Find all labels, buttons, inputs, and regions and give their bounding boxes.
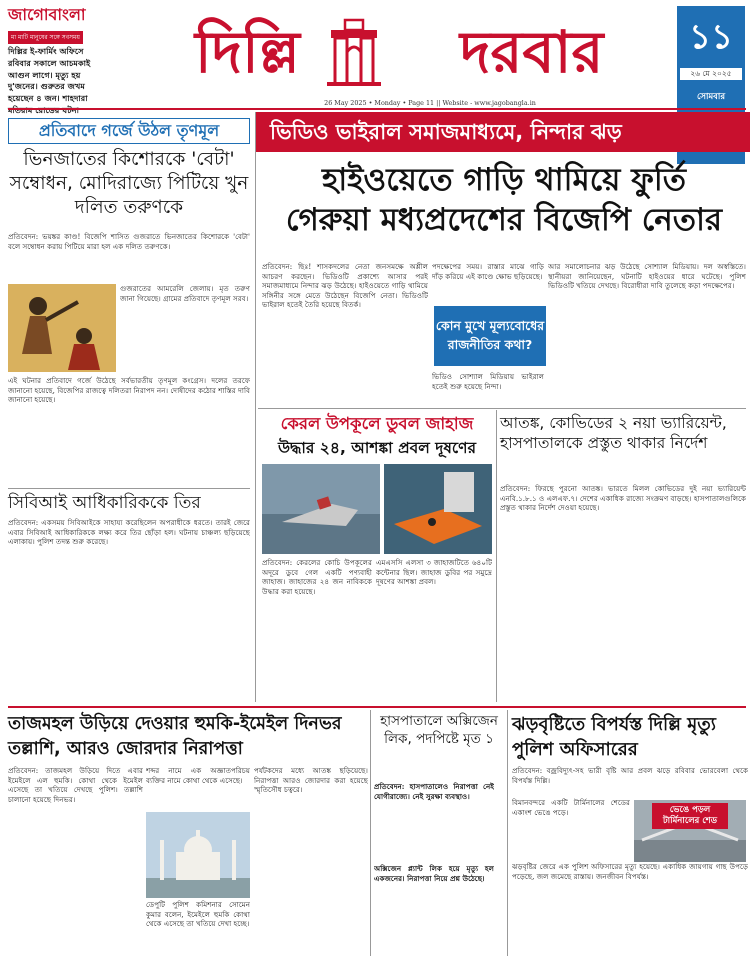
taj-headline: তাজমহল উড়িয়ে দেওয়ার হুমকি-ইমেইল দিনভর তল্লাশি, আরও জোরদার নিরাপত্তা [8,714,342,759]
storm-body: ঝড়বৃষ্টির জেরে এক পুলিশ অফিসারের মৃত্যু হয়েছে। একাধিক জায়গায় গাছ উপড়ে পড়েছে, জল জমেছে রাস্তায়। জনজীবন বিপর্যস্ত। [512,862,748,881]
hospital-body: প্রতিবেদন: হাসপাতালেও নিরাপত্তা নেই যোগীরাজ্যে। নেই সুরক্ষা ব্যবস্থাও। [374,782,494,801]
ship-body: প্রতিবেদন: কেরলের কোচি উপকূলের অদূরে ডুবে গেল একটি পণ্যবাহী জাহাজ। জাহাজের ২৪ জন নাবিককে উদ্ধার করা হয়েছে। [262,558,372,596]
lead-headline-line-1: হাইওয়েতে গাড়ি থামিয়ে ফুর্তি [322,162,686,198]
covid-body: প্রতিবেদন: ফিরছে পুরনো আতঙ্ক। ভারতে মিলল কোভিডের দুই নয়া ভ্যারিয়েন্ট এনবি.১.৮.১ ও এলএফ.৭। দেশের একাধিক রাজ্যে সংক্রমণ বাড়ছে। হাসপাতালগুলিকে প্রস্তুত থাকার নির্দেশ দেওয়া হয়েছে। [500,484,746,513]
rescue-raft-photo [384,464,492,554]
ship-body: এমএসসি এলসা ৩ জাহাজটিতে ৬৪০টি কন্টেনার ছিল। জাহাজ ডুবির পর সমুদ্রে দূষণের আশঙ্কা প্রবল। [376,558,492,587]
lead-banner: ভিডিও ভাইরাল সমাজমাধ্যমে, নিন্দার ঝড় [256,112,750,152]
teaser-box [8,46,168,117]
teaser-line: দিল্লির ই-ফার্মিং অফিসে [8,46,84,56]
tmc-kicker: প্রতিবাদে গর্জে উঠল তৃণমূল [8,118,250,144]
lead-body: পদক্ষেপের সময়। রাস্তার মাঝে গাড়ি দাঁড় করিয়ে এই কাণ্ডে ক্ষোভ ছড়িয়েছে। [432,262,544,281]
lead-headline-line-2: গেরুয়া মধ্যপ্রদেশের বিজেপি নেতার [285,202,723,238]
teaser-line: আগুন লাগে। মৃত্যু হয় [8,69,81,80]
taj-body: প্রতিবেদন: তাজমহল উড়িয়ে দিতে এবার ইমেইলে এল হুমকি। কোথা থেকে ইমেইল এসেছে তা খতিয়ে দেখছে পুলিশ। তল্লাশি চালানো হয়েছে দিনভর। [8,766,143,804]
brand-name: জাগোবাংলা [8,5,86,24]
covid-headline: আতঙ্ক, কোভিডের ২ নয়া ভ্যারিয়েন্ট, হাসপাতালকে প্রস্তুত থাকার নির্দেশ [500,414,727,452]
page-info-line: 26 May 2025 • Monday • Page 11 || Website - www.jagobangla.in [324,99,536,107]
taj-body: পর্যটকদের মধ্যে আতঙ্ক ছড়িয়েছে। নিরাপত্তা আরও জোরদার করা হয়েছে স্মৃতিসৌধ চত্বরে। [254,766,368,795]
brand-tagline: মা মাটি মানুষের সঙ্গে সবসময় [8,31,83,44]
assault-illustration-image [8,284,116,372]
hospital-body: অক্সিজেন প্ল্যান্ট লিক হয়ে মৃত্যু হল একজনের। নিরাপত্তা নিয়ে প্রশ্ন উঠেছে। [374,864,494,883]
column-divider [370,710,371,956]
brand-logo [8,6,138,44]
teaser-line: রবিবার সকালে আচমকাই [8,57,91,68]
column-divider [496,410,497,702]
column-divider [255,112,256,702]
lead-body: আর সমালোচনার ঝড় উঠেছে সোশ্যাল মিডিয়ায়। দল অস্বস্তিতে। স্থানীয়রা জানিয়েছেন, ঘটনাটি হাইওয়ের ধারে ঘটেছে। পুলিশ ভিডিওটি খতিয়ে দেখছে। বিরোধীরা দাবি তুলেছে কড়া পদক্ষেপের। [548,262,746,291]
taj-body: শব্দর নামে এক অজ্ঞাতপরিচয় ব্যক্তির নামে কোথা থেকে এসেছে। [146,766,250,785]
weekday: সোমবার [696,92,726,102]
page-number: ১১ [688,17,734,57]
tmc-body: প্রতিবেদন: ভয়ঙ্কর কাণ্ড! বিজেপি শাসিত গুজরাতে ভিনজাতের কিশোরকে 'বেটা' বলে সম্বোধন করায় পিটিয়ে মারা হল এক দলিত তরুণকে। [8,232,250,251]
tmc-headline: ভিনজাতের কিশোরকে 'বেটা' সম্বোধন, মোদিরাজ্যে পিটিয়ে খুন দলিত তরুণকে [9,149,249,218]
cbi-headline: সিবিআই আধিকারিককে তির [8,493,201,513]
lead-body: ভিডিও সোশ্যাল মিডিয়ায় ভাইরাল হতেই শুরু হয়েছে নিন্দা। [432,372,544,391]
pull-quote: কোন মুখে মূল্যবোধের রাজনীতির কথা? [434,306,546,366]
hospital-headline: হাসপাতালে অক্সিজেন লিক, পদপিষ্টে মৃত ১ [380,713,498,747]
masthead-rule [8,108,746,110]
tmc-body: এই ঘটনার প্রতিবাদে গর্জে উঠেছে সর্বভারতীয় তৃণমূল কংগ্রেস। দলের তরফে জানানো হয়েছে, বিজেপির রাজত্বে দলিতরা নিরাপদ নন। দোষীদের কঠোর শাস্তির দাবি জানানো হয়েছে। [8,376,250,405]
title-word-right: দরবার [460,18,604,86]
lead-body: প্রতিবেদন: ছিঃ! শাসকদলের নেতা জনসমক্ষে অশ্লীল আচরণ করছেন। ভিডিওটি প্রকাশ্যে আসার পরই সমাজমাধ্যমে নিন্দার ঝড় উঠেছে। হাইওয়েতে গাড়ি থামিয়ে সঙ্গিনীর সঙ্গে মেতে উঠেছেন বিজেপি নেতা। ভিডিওটি ভাইরাল হতেই তৈরি হয়েছে বিতর্ক। [262,262,428,310]
column-divider [507,710,508,956]
teaser-line [8,105,168,117]
taj-body: ডেপুটি পুলিশ কমিশনার সোমেন কুমার বলেন, ইমেইলে হুমকি কোথা থেকে এসেছে তা খতিয়ে দেখা হচ্ছে। [146,900,250,929]
divider [8,488,250,489]
issue-date: ২৬ মে ২০২৫ [680,68,742,80]
storm-headline: ঝড়বৃষ্টিতে বিপর্যস্ত দিল্লি মৃত্যু পুলিশ অফিসারের [512,714,716,760]
divider [258,408,746,409]
cbi-body: প্রতিবেদন: একসময় সিবিআইকে সাহায্য করেছিলেন অপরাধীকে ধরতে। তারই জেরে এবার সিবিআই আধিকারিককে লক্ষ্য করে তির ছোঁড়া হল। ঘটনায় চাঞ্চল্য ছড়িয়েছে এলাকায়। পুলিশ তদন্ত শুরু করেছে। [8,518,250,547]
ship-headline: উদ্ধার ২৪, আশঙ্কা প্রবল দূষণের [277,439,477,457]
sinking-ship-photo [262,464,380,554]
taj-mahal-photo [146,812,250,898]
masthead-title [195,12,665,92]
storm-body: বিমানবন্দরে একটি টার্মিনালের শেডের একাংশ ভেঙে পড়ে। [512,798,630,817]
teaser-line: হয়েছেন ৪ জন। শাহদারা [8,93,88,104]
ship-kicker: কেরল উপকূলে ডুবল জাহাজ [280,414,474,433]
section-rule [8,706,746,708]
india-gate-icon [325,8,383,88]
teaser-line: দু'জনের। গুরুতর জখম [8,81,85,92]
photo-caption: ভেঙে পড়ল টার্মিনালের শেড [652,803,728,829]
tmc-body: গুজরাতের আমরেলি জেলায়। মৃত তরুণ জানা গিয়েছে। গ্রামের প্রতিবাদে তৃণমূল সরব। [120,284,250,303]
storm-body: প্রতিবেদন: বজ্রবিদ্যুৎ-সহ ভারী বৃষ্টি আর প্রবল ঝড়ে রবিবার ভোরবেলা থেকে বিপর্যস্ত দিল্লি। [512,766,748,785]
title-word-left: দিল্লি [195,18,300,86]
